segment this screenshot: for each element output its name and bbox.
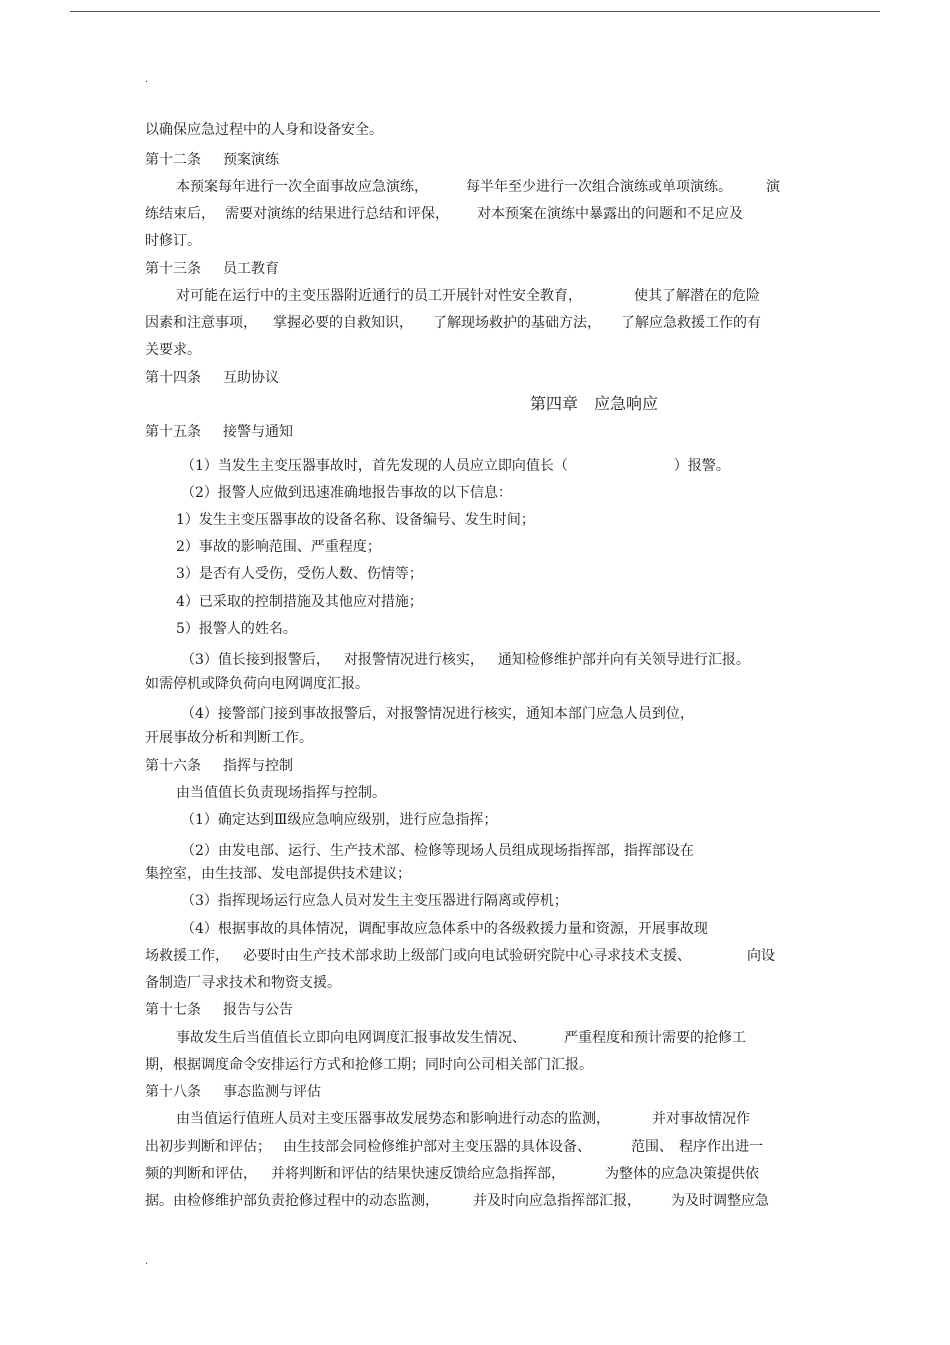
article-14-heading: 第十四条 互助协议 <box>145 370 279 386</box>
text-line: 出初步判断和评估； 由生技部会同检修维护部对主变压器的具体设备、 范围、 程序作出进一 <box>145 1139 763 1155</box>
text-line: 集控室，由生技部、发电部提供技术建议； <box>145 866 411 882</box>
text-line: 备制造厂寻求技术和物资支援。 <box>145 975 341 991</box>
list-item: 3）是否有人受伤，受伤人数、伤情等； <box>176 566 423 582</box>
list-item: 4）已采取的控制措施及其他应对措施； <box>176 594 423 610</box>
chapter-title: 第四章 应急响应 <box>530 394 659 413</box>
text-line: 时修订。 <box>145 233 201 249</box>
article-12-heading: 第十二条 预案演练 <box>145 152 279 168</box>
header-dot: . <box>145 74 149 85</box>
text-line: 由当值运行值班人员对主变压器事故发展势态和影响进行动态的监测， 并对事故情况作 <box>176 1111 750 1127</box>
text-line: 场救援工作， 必要时由生产技术部求助上级部门或向电试验研究院中心寻求技术支援、 向设 <box>145 948 775 964</box>
text-line: 期，根据调度命令安排运行方式和抢修工期；同时向公司相关部门汇报。 <box>145 1057 593 1073</box>
text-line: （4）根据事故的具体情况，调配事故应急体系中的各级救援力量和资源，开展事故现 <box>181 921 708 937</box>
text-line: （3）指挥现场运行应急人员对发生主变压器进行隔离或停机； <box>181 893 568 909</box>
text-line: 事故发生后当值值长立即向电网调度汇报事故发生情况、 严重程度和预计需要的抢修工 <box>176 1030 746 1046</box>
text-line: 对可能在运行中的主变压器附近通行的员工开展针对性安全教育， 使其了解潜在的危险 <box>176 288 760 304</box>
article-13-heading: 第十三条 员工教育 <box>145 261 279 277</box>
text-line: 频的判断和评估， 并将判断和评估的结果快速反馈给应急指挥部， 为整体的应急决策提供依 <box>145 1166 759 1182</box>
text-line: 因素和注意事项， 掌握必要的自救知识， 了解现场救护的基础方法， 了解应急救援工作的有 <box>145 315 761 331</box>
list-item: 1）发生主变压器事故的设备名称、设备编号、发生时间； <box>176 512 535 528</box>
text-line: 练结束后， 需要对演练的结果进行总结和评保， 对本预案在演练中暴露出的问题和不足应及 <box>145 206 743 222</box>
text-line: （2）报警人应做到迅速准确地报告事故的以下信息： <box>181 485 512 501</box>
article-15-heading: 第十五条 接警与通知 <box>145 424 293 440</box>
article-17-heading: 第十七条 报告与公告 <box>145 1002 293 1018</box>
page-top-rule <box>70 11 880 12</box>
text-line: 如需停机或降负荷向电网调度汇报。 <box>145 676 369 692</box>
article-16-heading: 第十六条 指挥与控制 <box>145 758 293 774</box>
text-line: 由当值值长负责现场指挥与控制。 <box>176 785 386 801</box>
text-line: 开展事故分析和判断工作。 <box>145 730 313 746</box>
text-line: （4）接警部门接到事故报警后，对报警情况进行核实，通知本部门应急人员到位， <box>181 706 694 722</box>
list-item: 5）报警人的姓名。 <box>176 621 297 637</box>
footer-dot: . <box>145 1256 149 1267</box>
text-line: 关要求。 <box>145 342 201 358</box>
text-line: 本预案每年进行一次全面事故应急演练， 每半年至少进行一次组合演练或单项演练。 演 <box>176 179 780 195</box>
article-18-heading: 第十八条 事态监测与评估 <box>145 1084 321 1100</box>
text-line: （1）确定达到Ⅲ级应急响应级别，进行应急指挥； <box>181 812 498 828</box>
list-item: 2）事故的影响范围、严重程度； <box>176 539 381 555</box>
text-line: 以确保应急过程中的人身和设备安全。 <box>145 122 383 138</box>
text-line: （2）由发电部、运行、生产技术部、检修等现场人员组成现场指挥部，指挥部设在 <box>181 843 694 859</box>
text-line: （3）值长接到报警后， 对报警情况进行核实， 通知检修维护部并向有关领导进行汇报。 <box>181 652 750 668</box>
text-line: （1）当发生主变压器事故时，首先发现的人员应立即向值长（ ）报警。 <box>181 458 730 474</box>
text-line: 据。由检修维护部负责抢修过程中的动态监测， 并及时向应急指挥部汇报， 为及时调整应急 <box>145 1193 769 1209</box>
